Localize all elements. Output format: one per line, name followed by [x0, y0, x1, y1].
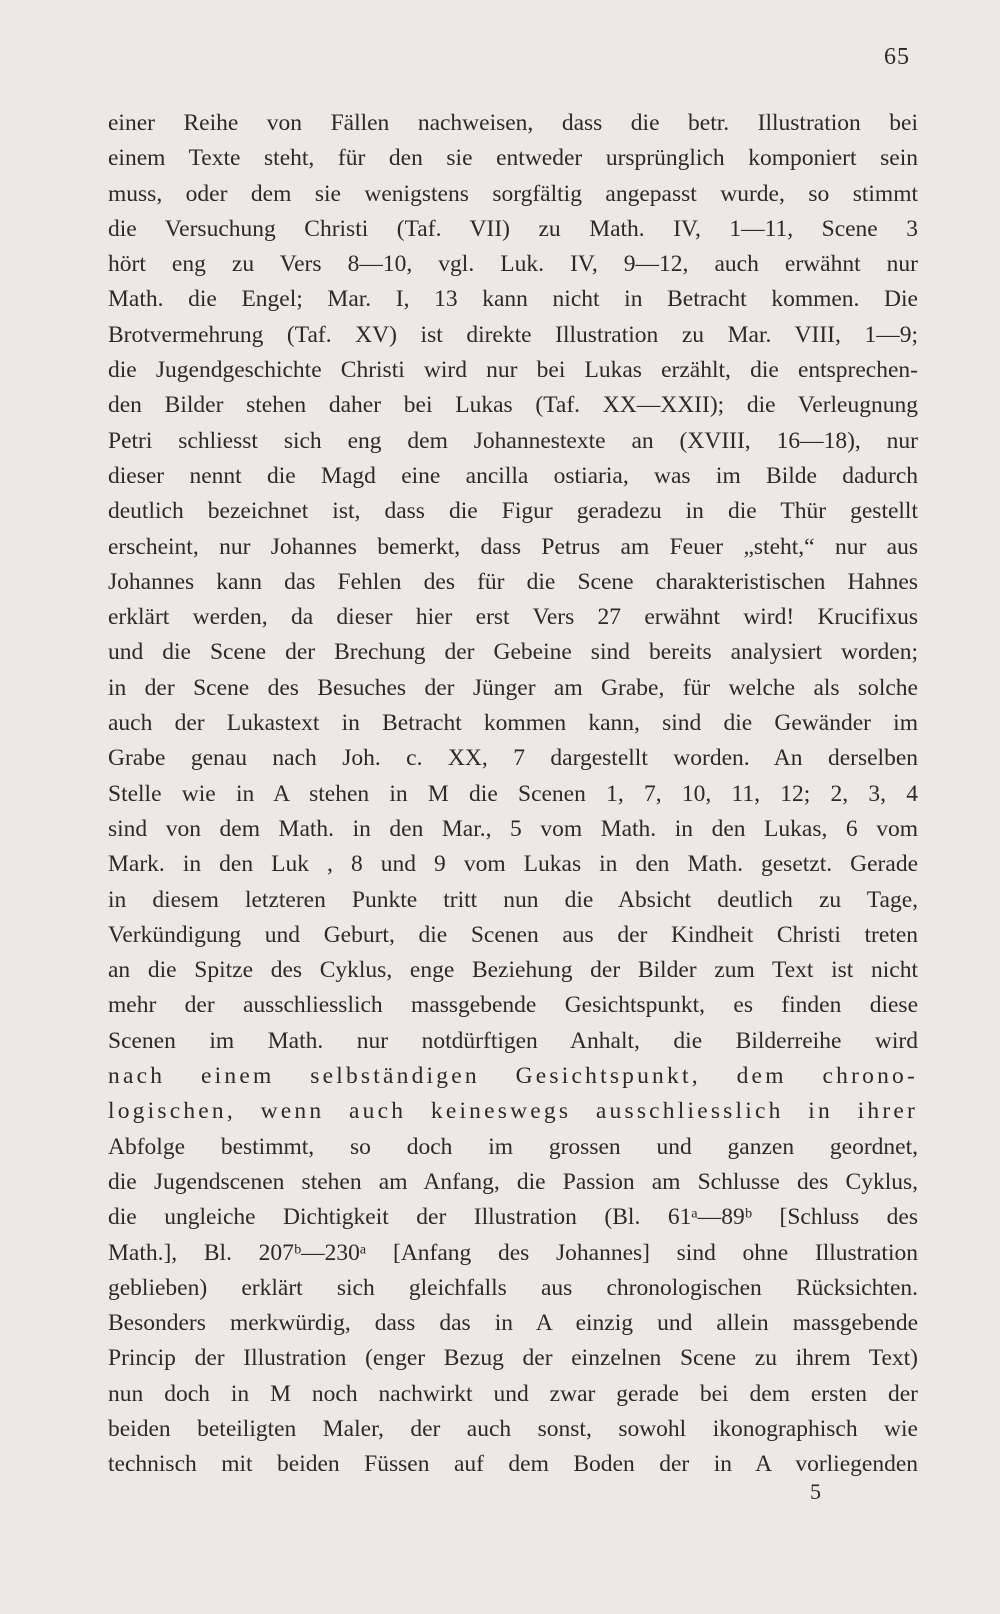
text-line-spaced: logischen, wenn auch keineswegs ausschliesslich in ihrer [108, 1098, 918, 1125]
text-line: Scenen im Math. nur notdürftigen Anhalt, die Bilderreihe wird [108, 1027, 918, 1054]
text-line: die Versuchung Christi (Taf. VII) zu Math. IV, 1—11, Scene 3 [108, 215, 918, 242]
text-line: hört eng zu Vers 8—10, vgl. Luk. IV, 9—12, auch erwähnt nur [108, 251, 918, 278]
page-number: 65 [884, 44, 910, 70]
text-line: die ungleiche Dichtigkeit der Illustration (Bl. 61ᵃ—89ᵇ [Schluss des [108, 1204, 918, 1231]
text-line: mehr der ausschliesslich massgebende Gesichtspunkt, es finden diese [108, 992, 918, 1019]
text-line: Petri schliesst sich eng dem Johannestexte an (XVIII, 16—18), nur [108, 427, 918, 454]
text-line: in diesem letzteren Punkte tritt nun die Absicht deutlich zu Tage, [108, 886, 918, 913]
text-line: muss, oder dem sie wenigstens sorgfältig angepasst wurde, so stimmt [108, 180, 918, 207]
text-line: Verkündigung und Geburt, die Scenen aus der Kindheit Christi treten [108, 921, 918, 948]
body-text [108, 106, 918, 1483]
text-line: technisch mit beiden Füssen auf dem Boden der in A vorliegenden [108, 1451, 918, 1478]
text-line: geblieben) erklärt sich gleichfalls aus chronologischen Rücksichten. [108, 1274, 918, 1301]
text-line: deutlich bezeichnet ist, dass die Figur geradezu in die Thür gestellt [108, 498, 918, 525]
text-line: erscheint, nur Johannes bemerkt, dass Petrus am Feuer „steht,“ nur aus [108, 533, 918, 560]
text-line: auch der Lukastext in Betracht kommen kann, sind die Gewänder im [108, 710, 918, 737]
text-line: Stelle wie in A stehen in M die Scenen 1, 7, 10, 11, 12; 2, 3, 4 [108, 780, 918, 807]
text-line: einem Texte steht, für den sie entweder ursprünglich komponiert sein [108, 145, 918, 172]
text-line: Mark. in den Luk , 8 und 9 vom Lukas in den Math. gesetzt. Gerade [108, 851, 918, 878]
text-line: einer Reihe von Fällen nachweisen, dass die betr. Illustration bei [108, 110, 918, 136]
text-line: Abfolge bestimmt, so doch im grossen und ganzen geordnet, [108, 1133, 918, 1160]
text-line: Math.], Bl. 207ᵇ—230ᵃ [Anfang des Johannes] sind ohne Illustration [108, 1239, 918, 1266]
text-line: in der Scene des Besuches der Jünger am Grabe, für welche als solche [108, 674, 918, 701]
text-line: Grabe genau nach Joh. c. XX, 7 dargestellt worden. An derselben [108, 745, 918, 772]
text-line: Brotvermehrung (Taf. XV) ist direkte Illustration zu Mar. VIII, 1—9; [108, 321, 918, 348]
text-line: erklärt werden, da dieser hier erst Vers 27 erwähnt wird! Krucifixus [108, 604, 918, 631]
text-line: Besonders merkwürdig, dass das in A einzig und allein massgebende [108, 1310, 918, 1337]
text-line: nun doch in M noch nachwirkt und zwar gerade bei dem ersten der [108, 1380, 918, 1407]
text-line: Math. die Engel; Mar. I, 13 kann nicht in Betracht kommen. Die [108, 286, 918, 313]
signature-mark: 5 [810, 1479, 821, 1504]
text-line-spaced: nach einem selbständigen Gesichtspunkt, dem chrono- [108, 1063, 918, 1090]
text-line: Johannes kann das Fehlen des für die Scene charakteristischen Hahnes [108, 568, 918, 595]
text-line: und die Scene der Brechung der Gebeine sind bereits analysiert worden; [108, 639, 918, 666]
text-line: beiden beteiligten Maler, der auch sonst, sowohl ikonographisch wie [108, 1415, 918, 1442]
text-line: den Bilder stehen daher bei Lukas (Taf. XX—XXII); die Verleugnung [108, 392, 918, 419]
text-line: sind von dem Math. in den Mar., 5 vom Math. in den Lukas, 6 vom [108, 815, 918, 842]
text-line: die Jugendgeschichte Christi wird nur bei Lukas erzählt, die entsprechen- [108, 357, 918, 384]
text-line: die Jugendscenen stehen am Anfang, die Passion am Schlusse des Cyklus, [108, 1168, 918, 1195]
text-line: an die Spitze des Cyklus, enge Beziehung der Bilder zum Text ist nicht [108, 957, 918, 984]
text-line: Princip der Illustration (enger Bezug der einzelnen Scene zu ihrem Text) [108, 1345, 918, 1372]
text-line: dieser nennt die Magd eine ancilla ostiaria, was im Bilde dadurch [108, 462, 918, 489]
